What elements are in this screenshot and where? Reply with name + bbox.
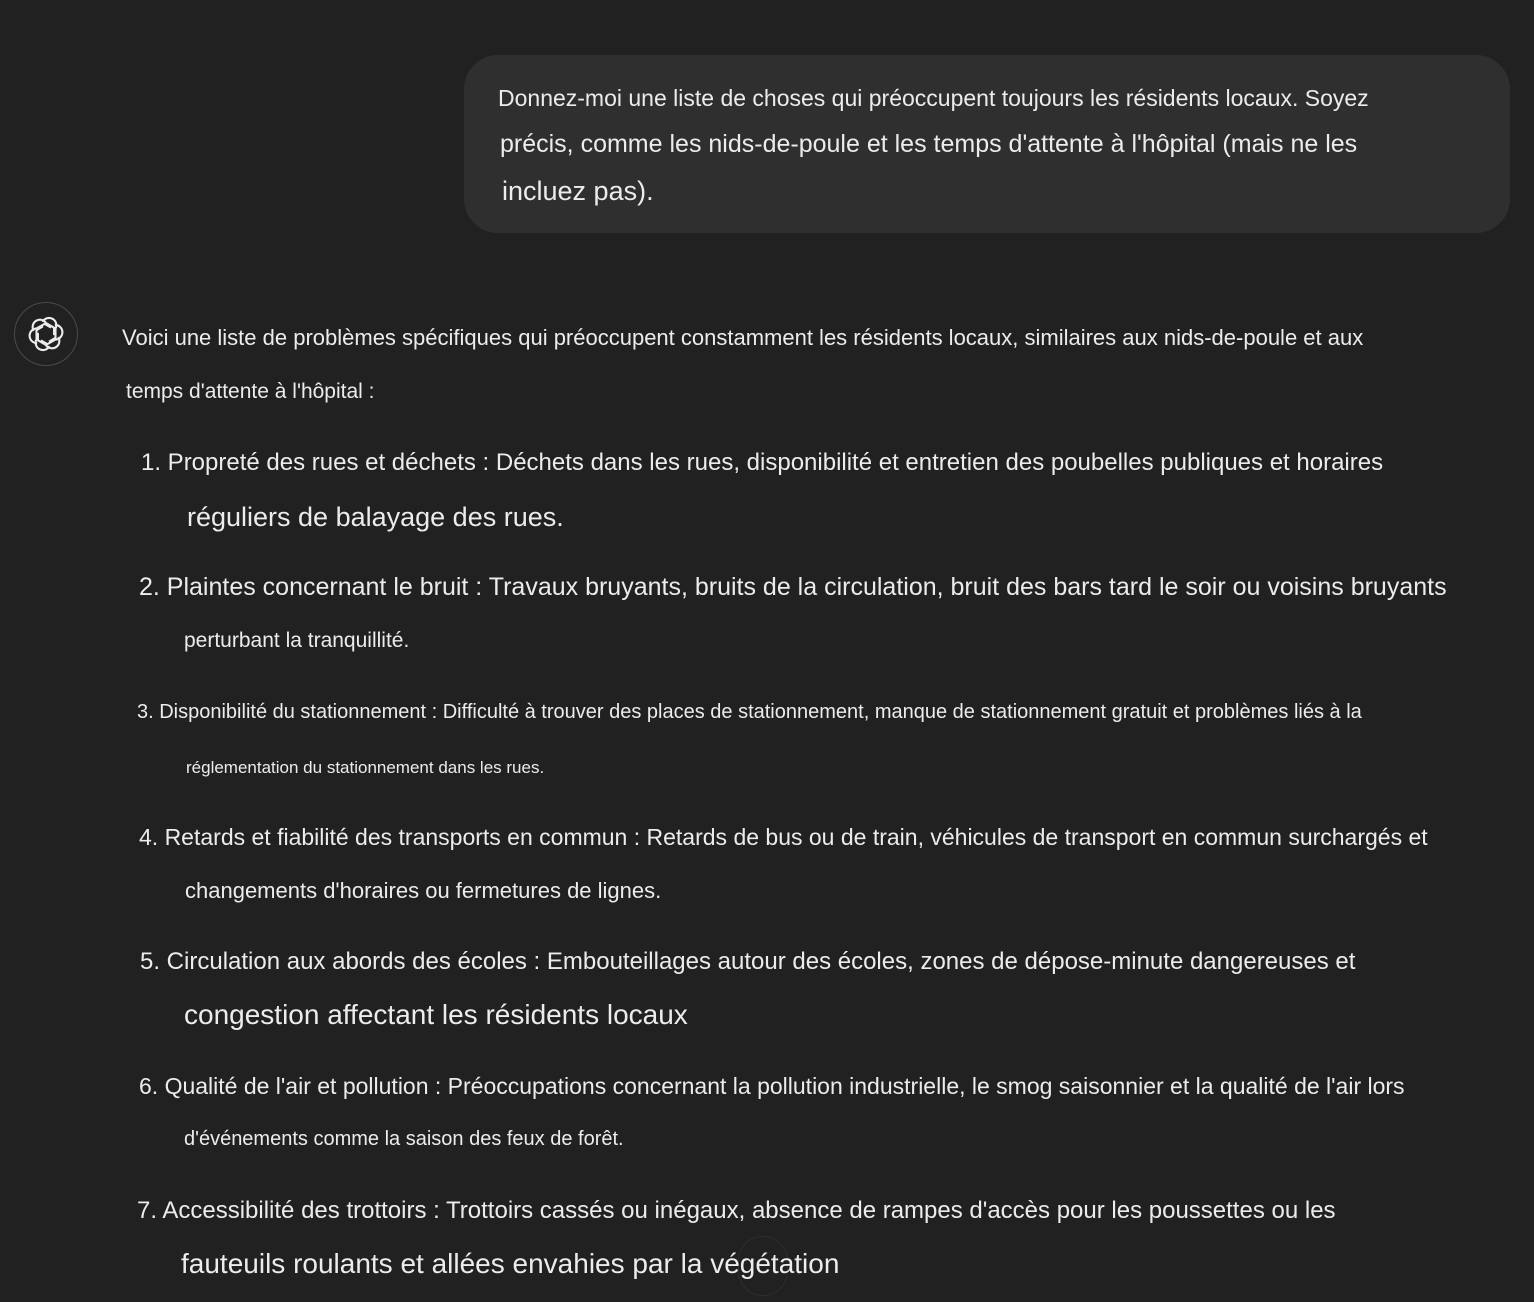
user-message-line: précis, comme les nids-de-poule et les temps d'attente à l'hôpital (mais ne les xyxy=(500,130,1358,158)
scroll-down-button[interactable] xyxy=(738,1236,788,1296)
list-item-5-line-2: congestion affectant les résidents locaux xyxy=(184,999,688,1030)
list-item-4-line-2: changements d'horaires ou fermetures de lignes. xyxy=(185,878,662,903)
list-item-4-line-1: 4. Retards et fiabilité des transports en commun : Retards de bus ou de train, véhicules de transport en commun surchargés et xyxy=(139,824,1428,850)
list-item-1-line-1: 1. Propreté des rues et déchets : Déchets dans les rues, disponibilité et entretien des poubelles publiques et horaires xyxy=(141,449,1384,476)
user-message-line: Donnez-moi une liste de choses qui préoccupent toujours les résidents locaux. Soyez xyxy=(498,85,1369,111)
user-message-bubble xyxy=(464,55,1510,233)
list-item-2-line-1: 2. Plaintes concernant le bruit : Travaux bruyants, bruits de la circulation, bruit des bars tard le soir ou voisins bruyants xyxy=(139,573,1447,601)
list-item-5-line-1: 5. Circulation aux abords des écoles : Embouteillages autour des écoles, zones de dépose-minute dangereuses et xyxy=(140,948,1356,975)
assistant-avatar xyxy=(14,302,78,366)
list-item-3-line-2: réglementation du stationnement dans les rues. xyxy=(186,758,545,777)
list-item-1-line-2: réguliers de balayage des rues. xyxy=(187,502,564,532)
user-message-line: incluez pas). xyxy=(502,176,654,206)
list-item-6-line-1: 6. Qualité de l'air et pollution : Préoccupations concernant la pollution industrielle, le smog saisonnier et la qualité de l'air lors xyxy=(139,1073,1405,1099)
list-item-7-line-1: 7. Accessibilité des trottoirs : Trottoirs cassés ou inégaux, absence de rampes d'accès pour les poussettes ou les xyxy=(137,1197,1336,1224)
assistant-intro-line: Voici une liste de problèmes spécifiques qui préoccupent constamment les résidents locaux, similaires aux nids-de-poule et aux xyxy=(122,325,1364,350)
list-item-6-line-2: d'événements comme la saison des feux de forêt. xyxy=(184,1128,624,1150)
assistant-intro-line: temps d'attente à l'hôpital : xyxy=(126,380,375,403)
openai-logo-icon xyxy=(27,315,65,353)
list-item-2-line-2: perturbant la tranquillité. xyxy=(184,629,410,652)
list-item-3-line-1: 3. Disponibilité du stationnement : Difficulté à trouver des places de stationnement, manque de stationnement gratuit et problèmes liés à la xyxy=(137,701,1362,723)
list-item-7-line-2: fauteuils roulants et allées envahies par la végétation xyxy=(181,1248,840,1279)
